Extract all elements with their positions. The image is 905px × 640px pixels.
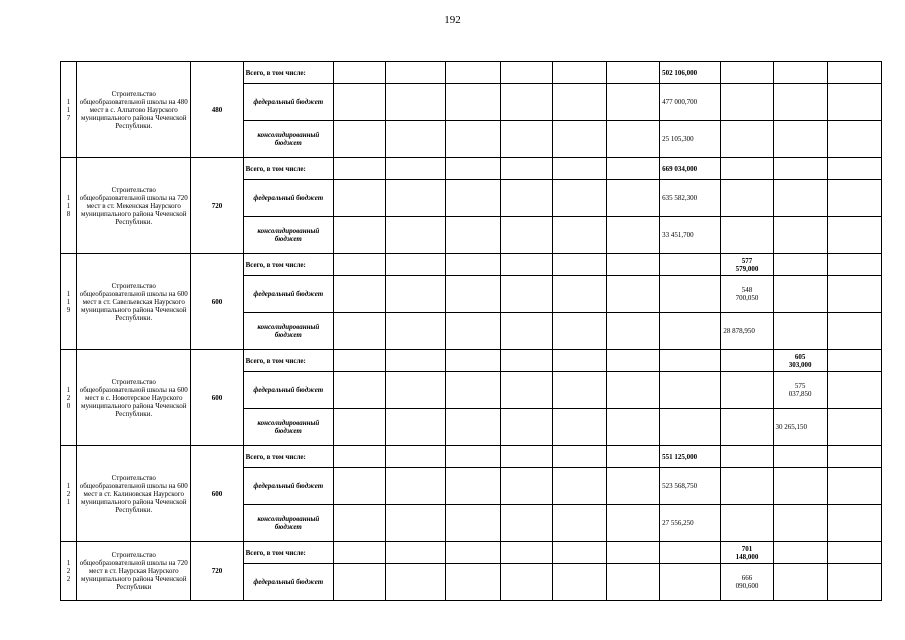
empty-cell [386, 121, 446, 158]
empty-cell [827, 505, 881, 542]
federal-budget-label: федеральный бюджет [243, 180, 333, 217]
empty-cell [827, 350, 881, 372]
total-label: Всего, в том числе: [243, 542, 333, 564]
project-number: 1 1 9 [61, 254, 77, 350]
empty-cell [827, 180, 881, 217]
empty-cell [333, 254, 385, 276]
empty-cell [500, 217, 552, 254]
project-capacity: 600 [191, 446, 243, 542]
consolidated-budget-label: консолидированный бюджет [243, 217, 333, 254]
empty-cell [552, 372, 606, 409]
total-amount: 701 148,000 [721, 542, 773, 564]
federal-amount: 477 000,700 [660, 84, 721, 121]
empty-cell [446, 180, 500, 217]
empty-cell [773, 505, 827, 542]
empty-cell [446, 276, 500, 313]
empty-cell [386, 84, 446, 121]
empty-cell [606, 505, 659, 542]
empty-cell [827, 313, 881, 350]
empty-cell [386, 446, 446, 468]
empty-cell [721, 350, 773, 372]
empty-cell [773, 158, 827, 180]
empty-cell [827, 372, 881, 409]
empty-cell [773, 542, 827, 564]
empty-cell [721, 84, 773, 121]
table-row [61, 62, 882, 84]
empty-cell [660, 276, 721, 313]
empty-cell [446, 564, 500, 601]
empty-cell [333, 505, 385, 542]
empty-cell [721, 505, 773, 542]
empty-cell [333, 409, 385, 446]
empty-cell [827, 84, 881, 121]
empty-cell [333, 446, 385, 468]
empty-cell [333, 217, 385, 254]
empty-cell [386, 372, 446, 409]
empty-cell [386, 217, 446, 254]
consolidated-amount: 30 265,150 [773, 409, 827, 446]
total-amount: 577 579,000 [721, 254, 773, 276]
empty-cell [446, 350, 500, 372]
empty-cell [606, 84, 659, 121]
empty-cell [552, 542, 606, 564]
consolidated-amount: 33 451,700 [660, 217, 721, 254]
empty-cell [773, 62, 827, 84]
empty-cell [552, 313, 606, 350]
empty-cell [500, 468, 552, 505]
consolidated-budget-label: консолидированный бюджет [243, 409, 333, 446]
empty-cell [333, 158, 385, 180]
empty-cell [386, 276, 446, 313]
empty-cell [827, 446, 881, 468]
empty-cell [606, 62, 659, 84]
empty-cell [386, 180, 446, 217]
empty-cell [660, 542, 721, 564]
empty-cell [333, 468, 385, 505]
empty-cell [721, 217, 773, 254]
empty-cell [721, 62, 773, 84]
empty-cell [386, 313, 446, 350]
empty-cell [500, 276, 552, 313]
empty-cell [827, 276, 881, 313]
empty-cell [606, 276, 659, 313]
empty-cell [606, 564, 659, 601]
federal-amount: 575 037,850 [773, 372, 827, 409]
empty-cell [827, 468, 881, 505]
empty-cell [552, 505, 606, 542]
empty-cell [606, 180, 659, 217]
empty-cell [773, 446, 827, 468]
empty-cell [500, 350, 552, 372]
empty-cell [606, 372, 659, 409]
empty-cell [446, 505, 500, 542]
empty-cell [446, 84, 500, 121]
empty-cell [386, 468, 446, 505]
empty-cell [606, 158, 659, 180]
project-name: Строительство общеобразовательной школы на 480 мест в с. Алпатово Наурского муниципального района Чеченской Республики. [77, 62, 191, 158]
empty-cell [500, 158, 552, 180]
empty-cell [333, 84, 385, 121]
empty-cell [446, 542, 500, 564]
empty-cell [773, 180, 827, 217]
empty-cell [386, 158, 446, 180]
empty-cell [606, 468, 659, 505]
table-row [61, 542, 882, 564]
empty-cell [606, 254, 659, 276]
empty-cell [773, 276, 827, 313]
empty-cell [386, 62, 446, 84]
project-capacity: 600 [191, 350, 243, 446]
empty-cell [500, 84, 552, 121]
empty-cell [827, 217, 881, 254]
page-number: 192 [444, 14, 461, 26]
empty-cell [386, 254, 446, 276]
project-name: Строительство общеобразовательной школы на 600 мест в ст. Савельевская Наурского муниципального района Чеченской Республики. [77, 254, 191, 350]
table-row [61, 254, 882, 276]
total-amount: 551 125,000 [660, 446, 721, 468]
consolidated-budget-label: консолидированный бюджет [243, 505, 333, 542]
empty-cell [552, 158, 606, 180]
empty-cell [552, 254, 606, 276]
project-capacity: 720 [191, 158, 243, 254]
consolidated-budget-label: консолидированный бюджет [243, 121, 333, 158]
empty-cell [827, 121, 881, 158]
empty-cell [606, 121, 659, 158]
federal-amount: 548 700,050 [721, 276, 773, 313]
total-amount: 669 034,000 [660, 158, 721, 180]
empty-cell [500, 121, 552, 158]
empty-cell [721, 468, 773, 505]
empty-cell [446, 217, 500, 254]
empty-cell [333, 313, 385, 350]
empty-cell [773, 254, 827, 276]
empty-cell [721, 180, 773, 217]
project-capacity: 480 [191, 62, 243, 158]
empty-cell [606, 217, 659, 254]
empty-cell [500, 409, 552, 446]
empty-cell [552, 84, 606, 121]
project-name: Строительство общеобразовательной школы на 600 мест в ст. Калиновская Наурского муниципального района Чеченской Республики. [77, 446, 191, 542]
empty-cell [721, 121, 773, 158]
empty-cell [552, 564, 606, 601]
empty-cell [660, 564, 721, 601]
empty-cell [721, 158, 773, 180]
empty-cell [606, 313, 659, 350]
total-label: Всего, в том числе: [243, 350, 333, 372]
table-row [61, 158, 882, 180]
empty-cell [552, 121, 606, 158]
empty-cell [500, 62, 552, 84]
empty-cell [446, 121, 500, 158]
project-number: 1 2 1 [61, 446, 77, 542]
project-number: 1 2 0 [61, 350, 77, 446]
federal-budget-label: федеральный бюджет [243, 564, 333, 601]
empty-cell [827, 62, 881, 84]
federal-budget-label: федеральный бюджет [243, 276, 333, 313]
total-label: Всего, в том числе: [243, 158, 333, 180]
empty-cell [606, 350, 659, 372]
consolidated-amount: 27 556,250 [660, 505, 721, 542]
total-label: Всего, в том числе: [243, 446, 333, 468]
empty-cell [552, 276, 606, 313]
empty-cell [606, 542, 659, 564]
federal-amount: 666 090,600 [721, 564, 773, 601]
project-name: Строительство общеобразовательной школы на 720 мест в ст. Наурская Наурского муниципального района Чеченской Республики [77, 542, 191, 601]
empty-cell [333, 564, 385, 601]
empty-cell [386, 564, 446, 601]
empty-cell [446, 313, 500, 350]
project-number: 1 1 8 [61, 158, 77, 254]
federal-budget-label: федеральный бюджет [243, 372, 333, 409]
project-number: 1 1 7 [61, 62, 77, 158]
project-number: 1 2 2 [61, 542, 77, 601]
empty-cell [660, 350, 721, 372]
empty-cell [333, 180, 385, 217]
empty-cell [333, 121, 385, 158]
federal-budget-label: федеральный бюджет [243, 468, 333, 505]
empty-cell [386, 542, 446, 564]
project-capacity: 720 [191, 542, 243, 601]
budget-table [60, 61, 882, 601]
empty-cell [827, 254, 881, 276]
empty-cell [552, 217, 606, 254]
empty-cell [660, 372, 721, 409]
empty-cell [552, 468, 606, 505]
empty-cell [721, 446, 773, 468]
empty-cell [552, 62, 606, 84]
federal-budget-label: федеральный бюджет [243, 84, 333, 121]
empty-cell [333, 542, 385, 564]
empty-cell [500, 542, 552, 564]
project-name: Строительство общеобразовательной школы на 720 мест в ст. Мекенская Наурского муниципального района Чеченской Республики. [77, 158, 191, 254]
empty-cell [552, 350, 606, 372]
empty-cell [606, 446, 659, 468]
empty-cell [827, 158, 881, 180]
consolidated-amount: 28 878,950 [721, 313, 773, 350]
empty-cell [446, 254, 500, 276]
empty-cell [552, 409, 606, 446]
empty-cell [446, 372, 500, 409]
empty-cell [386, 350, 446, 372]
empty-cell [827, 409, 881, 446]
total-amount: 502 106,000 [660, 62, 721, 84]
empty-cell [827, 542, 881, 564]
total-label: Всего, в том числе: [243, 254, 333, 276]
empty-cell [500, 313, 552, 350]
federal-amount: 523 568,750 [660, 468, 721, 505]
federal-amount: 635 582,300 [660, 180, 721, 217]
empty-cell [721, 409, 773, 446]
empty-cell [333, 62, 385, 84]
project-capacity: 600 [191, 254, 243, 350]
empty-cell [773, 313, 827, 350]
empty-cell [500, 180, 552, 217]
empty-cell [827, 564, 881, 601]
empty-cell [446, 409, 500, 446]
empty-cell [773, 468, 827, 505]
table-row [61, 350, 882, 372]
project-name: Строительство общеобразовательной школы на 600 мест в с. Новотерское Наурского муниципального района Чеченской Республики. [77, 350, 191, 446]
empty-cell [446, 446, 500, 468]
empty-cell [500, 446, 552, 468]
empty-cell [500, 254, 552, 276]
consolidated-amount: 25 105,300 [660, 121, 721, 158]
empty-cell [773, 564, 827, 601]
empty-cell [606, 409, 659, 446]
empty-cell [333, 372, 385, 409]
empty-cell [721, 372, 773, 409]
empty-cell [500, 372, 552, 409]
empty-cell [333, 276, 385, 313]
empty-cell [386, 505, 446, 542]
empty-cell [552, 180, 606, 217]
empty-cell [500, 564, 552, 601]
empty-cell [660, 313, 721, 350]
empty-cell [446, 468, 500, 505]
empty-cell [446, 62, 500, 84]
empty-cell [773, 121, 827, 158]
table-row [61, 446, 882, 468]
empty-cell [773, 84, 827, 121]
empty-cell [660, 254, 721, 276]
empty-cell [386, 409, 446, 446]
empty-cell [552, 446, 606, 468]
consolidated-budget-label: консолидированный бюджет [243, 313, 333, 350]
empty-cell [500, 505, 552, 542]
total-label: Всего, в том числе: [243, 62, 333, 84]
empty-cell [446, 158, 500, 180]
empty-cell [660, 409, 721, 446]
empty-cell [773, 217, 827, 254]
total-amount: 605 303,000 [773, 350, 827, 372]
empty-cell [333, 350, 385, 372]
